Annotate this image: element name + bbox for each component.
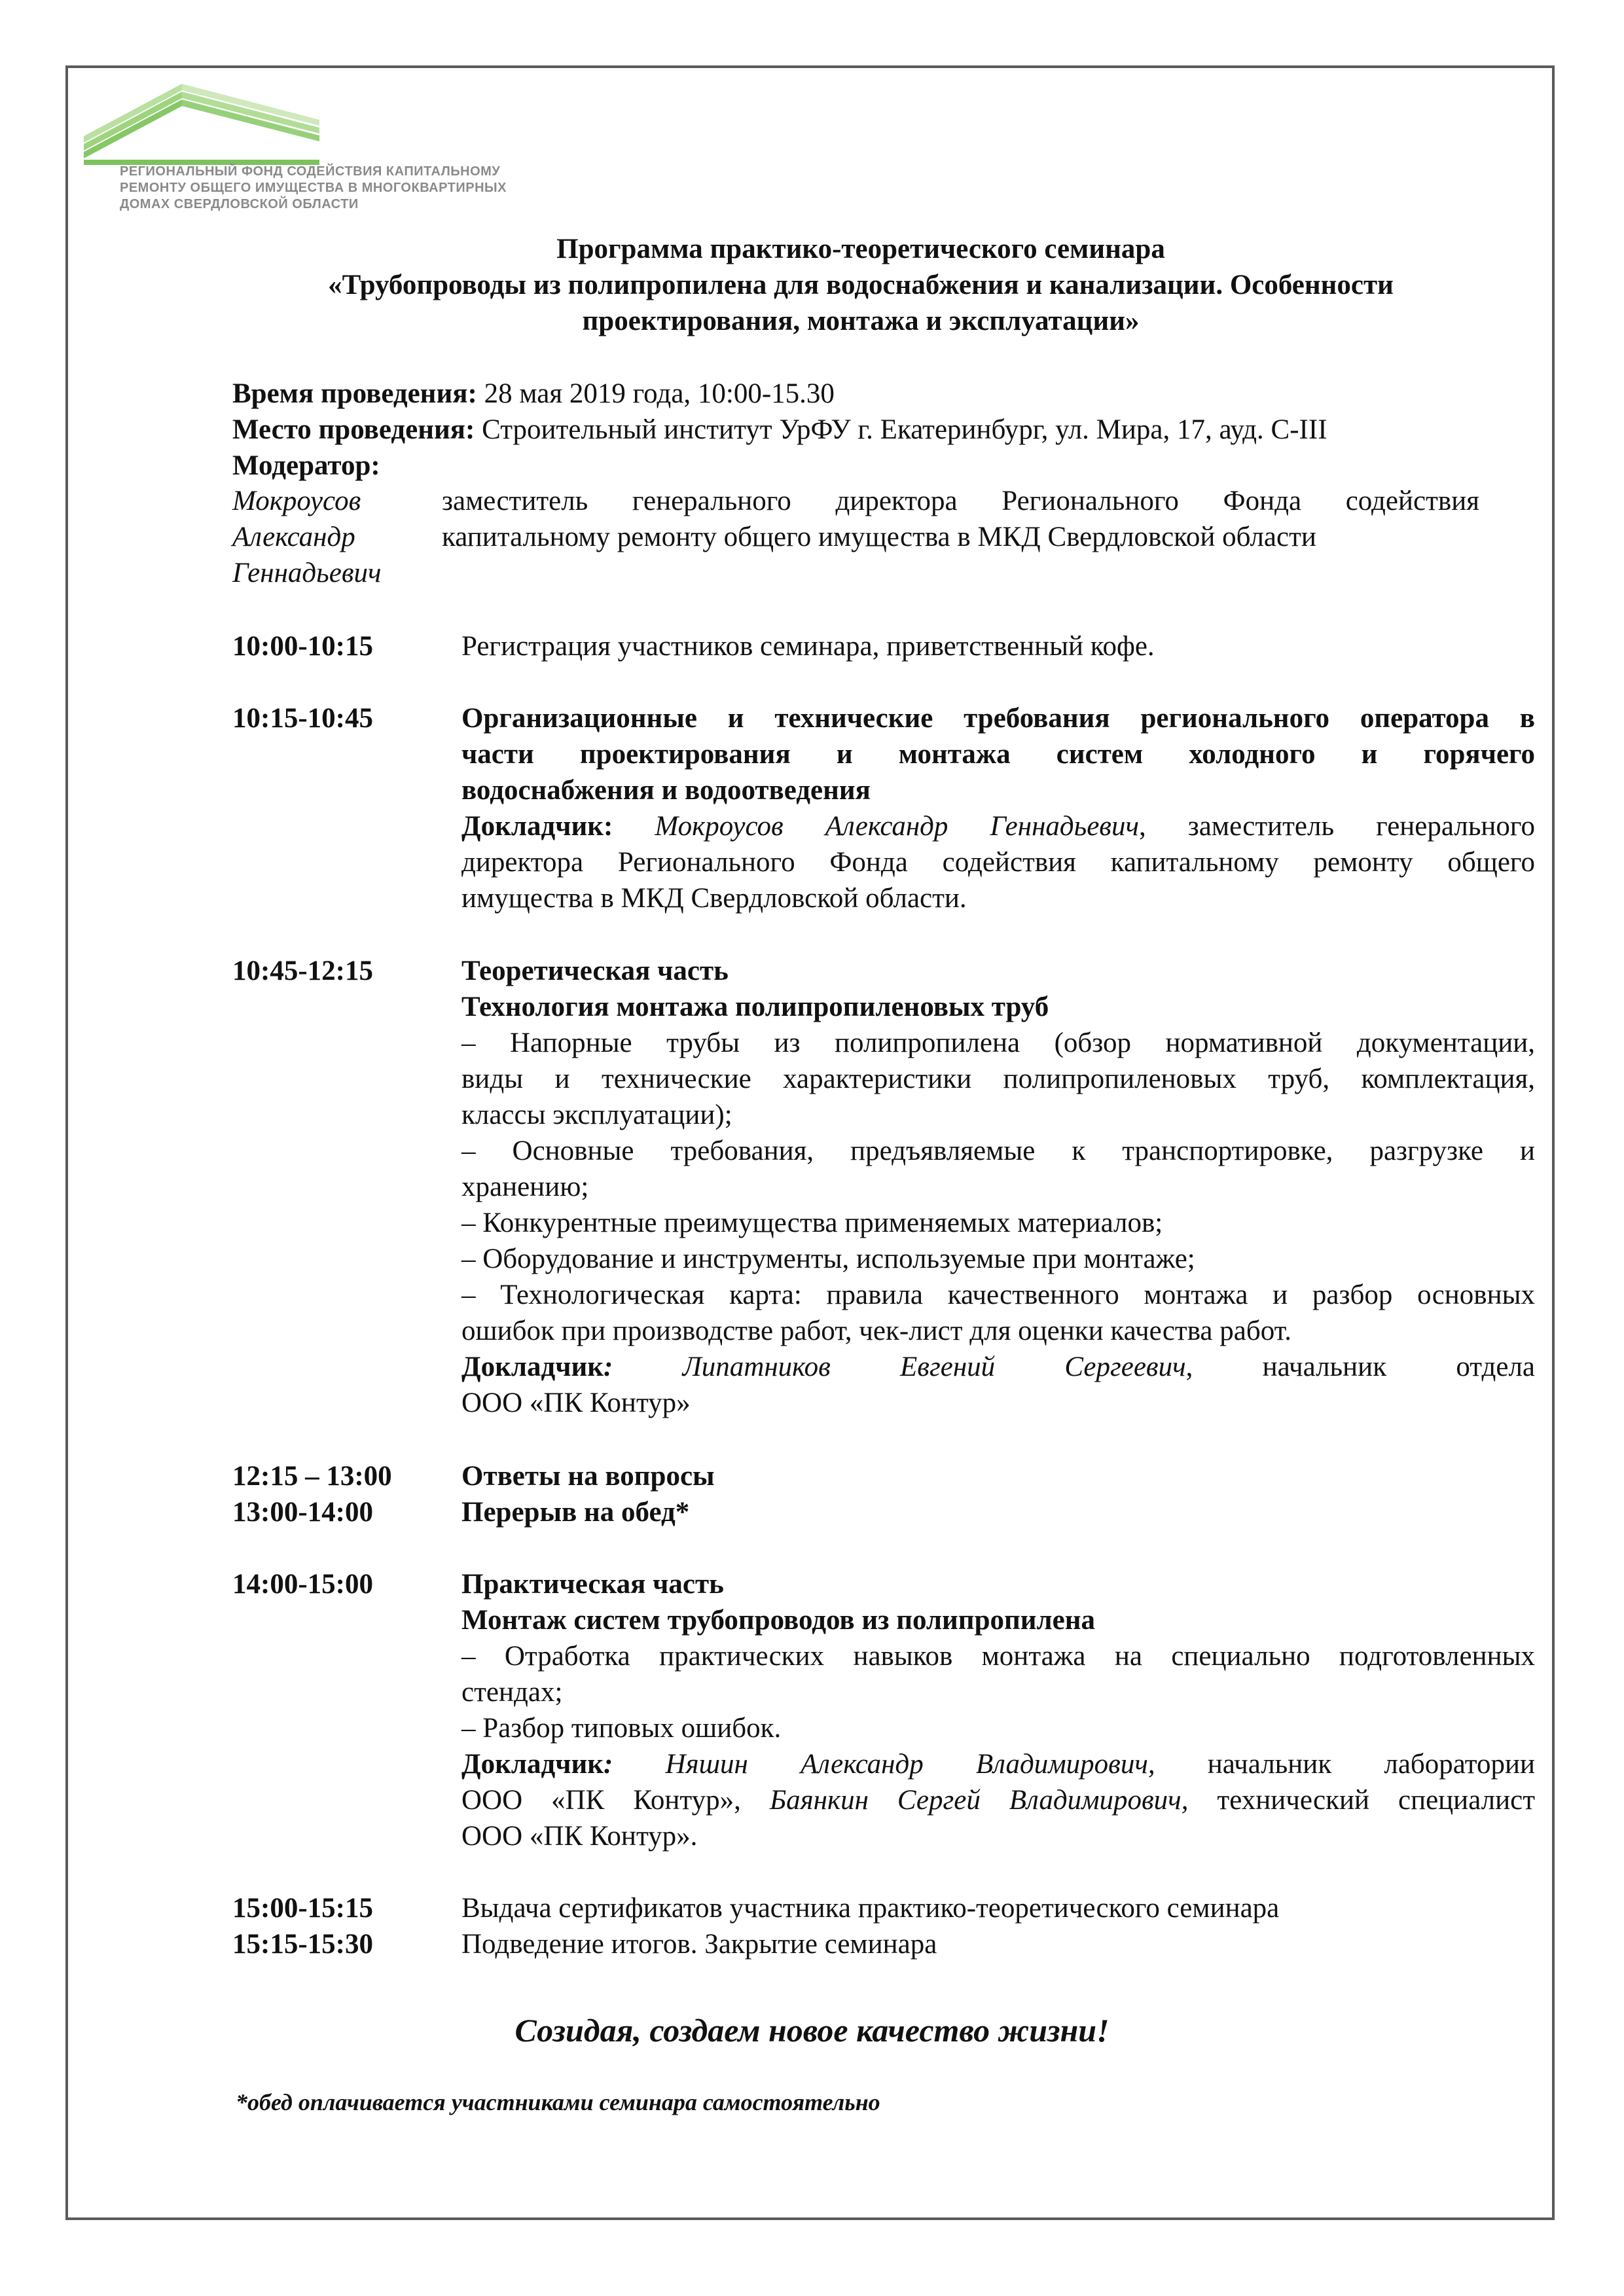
- schedule-text: Перерыв на обед*: [461, 1497, 690, 1528]
- topic-line: – Напорные трубы из полипропилена (обзор нормативной документации,: [461, 1028, 1535, 1058]
- schedule-content: [461, 700, 1535, 916]
- speaker-colon: :: [604, 1749, 613, 1780]
- schedule-time: 10:00-10:15: [232, 631, 373, 662]
- schedule-time: 10:15-10:45: [232, 703, 373, 734]
- speaker-line: [461, 808, 1535, 844]
- speaker-colon: :: [604, 1352, 613, 1382]
- footnote: *обед оплачивается участниками семинара самостоятельно: [236, 2089, 880, 2115]
- title-line: Программа практико-теоретического семинара: [556, 234, 1165, 264]
- section-subheading: Технология монтажа полипропиленовых труб: [461, 992, 1049, 1022]
- moderator-name-line: Мокроусов: [232, 486, 361, 516]
- session-title-line: Организационные и технические требования регионального оператора в: [461, 703, 1535, 734]
- moderator-desc-line: капитальному ремонту общего имущества в МКД Свердловской области: [442, 522, 1316, 552]
- topic-line: – Оборудование и инструменты, используемые при монтаже;: [461, 1244, 1195, 1274]
- event-time: [232, 376, 1535, 412]
- speaker-line: [461, 1349, 1535, 1385]
- topic-line: ошибок при производстве работ, чек-лист для оценки качества работ.: [461, 1316, 1291, 1346]
- schedule-time: 12:15 – 13:00: [232, 1461, 392, 1492]
- topic-line: классы эксплуатации);: [461, 1100, 732, 1130]
- speaker-label: Докладчик: [461, 1352, 604, 1382]
- title-line: «Трубопроводы из полипропилена для водоснабжения и канализации. Особенности: [328, 270, 1394, 300]
- speaker-label: Докладчик: [461, 1749, 604, 1780]
- time-value: 28 мая 2019 года, 10:00-15.30: [484, 378, 835, 409]
- schedule-text: Ответы на вопросы: [461, 1461, 715, 1492]
- topic-line: виды и технические характеристики полипропиленовых труб, комплектация,: [461, 1064, 1535, 1094]
- fund-name-line: РЕГИОНАЛЬНЫЙ ФОНД СОДЕЙСТВИЯ КАПИТАЛЬНОМУ: [120, 164, 501, 179]
- schedule-time: 13:00-14:00: [232, 1497, 373, 1528]
- topic-line: – Технологическая карта: правила качественного монтажа и разбор основных: [461, 1280, 1535, 1310]
- section-heading: Теоретическая часть: [461, 956, 729, 986]
- section-subheading: Монтаж систем трубопроводов из полипропилена: [461, 1605, 1096, 1636]
- schedule-text: Выдача сертификатов участника практико-теоретического семинара: [461, 1893, 1280, 1924]
- moderator-block: [232, 483, 1535, 591]
- speaker-org: ООО «ПК Контур».: [461, 1821, 698, 1852]
- slogan: Созидая, создаем новое качество жизни!: [514, 2012, 1110, 2049]
- topic-line: – Конкурентные преимущества применяемых материалов;: [461, 1208, 1163, 1238]
- speaker-name: Няшин Александр Владимирович,: [665, 1749, 1155, 1780]
- program-title: [229, 231, 1492, 339]
- schedule-time: 15:15-15:30: [232, 1929, 373, 1960]
- speaker-role: начальник лаборатории: [1155, 1749, 1536, 1780]
- schedule-time: 15:00-15:15: [232, 1893, 373, 1924]
- place-value: Строительный институт УрФУ г. Екатеринбург, ул. Мира, 17, ауд. С-III: [482, 414, 1327, 445]
- schedule-content: [461, 1566, 1535, 1854]
- speaker-role: , заместитель генерального: [1139, 811, 1536, 842]
- schedule-time: 10:45-12:15: [232, 956, 373, 986]
- speaker-role-line: директора Регионального Фонда содействия капитальному ремонту общего: [461, 847, 1535, 878]
- topic-line: хранению;: [461, 1172, 589, 1202]
- event-place: [232, 412, 1535, 448]
- moderator-name: [232, 483, 429, 591]
- moderator-name-line: Геннадьевич: [232, 558, 382, 588]
- speaker-line: [461, 1782, 1535, 1818]
- session-title-line: части проектирования и монтажа систем холодного и горячего: [461, 739, 1535, 770]
- place-label: Место проведения:: [232, 414, 475, 445]
- schedule-content: [461, 953, 1535, 1421]
- speaker-name: Липатников Евгений Сергеевич: [682, 1352, 1186, 1382]
- moderator-desc-line: заместитель генерального директора Регионального Фонда содействия: [442, 486, 1479, 516]
- speaker-org: ООО «ПК Контур»,: [461, 1785, 770, 1816]
- topic-line: стендах;: [461, 1677, 563, 1708]
- schedule-content: [461, 628, 1535, 664]
- schedule-text: Подведение итогов. Закрытие семинара: [461, 1929, 937, 1960]
- section-heading: Практическая часть: [461, 1569, 724, 1600]
- topic-line: – Основные требования, предъявляемые к транспортировке, разгрузке и: [461, 1136, 1535, 1166]
- schedule-time: 14:00-15:00: [232, 1569, 373, 1600]
- topic-line: – Отработка практических навыков монтажа на специально подготовленных: [461, 1641, 1535, 1672]
- moderator-label: Модератор:: [232, 450, 380, 481]
- title-line: проектирования, монтажа и эксплуатации»: [582, 306, 1140, 336]
- session-title-line: водоснабжения и водоотведения: [461, 775, 871, 806]
- schedule-content: [461, 1926, 1535, 1962]
- fund-name-line: РЕМОНТУ ОБЩЕГО ИМУЩЕСТВА В МНОГОКВАРТИРНЫХ: [120, 181, 507, 195]
- speaker-name: Мокроусов Александр Геннадьевич: [655, 811, 1139, 842]
- moderator-name-line: Александр: [232, 522, 355, 552]
- speaker-role: , начальник отдела: [1185, 1352, 1535, 1382]
- schedule-text: Регистрация участников семинара, приветственный кофе.: [461, 631, 1155, 662]
- fund-name-line: ДОМАХ СВЕРДЛОВСКОЙ ОБЛАСТИ: [120, 197, 359, 211]
- speaker-role-line: ООО «ПК Контур»: [461, 1388, 691, 1418]
- event-info: [232, 376, 1535, 484]
- speaker-label: Докладчик:: [461, 811, 613, 842]
- topic-line: – Разбор типовых ошибок.: [461, 1713, 782, 1744]
- house-roof-logo-icon: [84, 84, 333, 166]
- schedule-content: [461, 1890, 1535, 1926]
- schedule-content: [461, 1494, 1535, 1530]
- speaker-role-line: имущества в МКД Свердловской области.: [461, 883, 967, 914]
- fund-name-text: [120, 164, 539, 213]
- time-label: Время проведения:: [232, 378, 477, 409]
- moderator-description: [442, 483, 1479, 555]
- schedule-content: [461, 1458, 1535, 1494]
- speaker-role: технический специалист: [1188, 1785, 1536, 1816]
- speaker-line: [461, 1746, 1535, 1782]
- speaker-name: Баянкин Сергей Владимирович,: [769, 1785, 1189, 1816]
